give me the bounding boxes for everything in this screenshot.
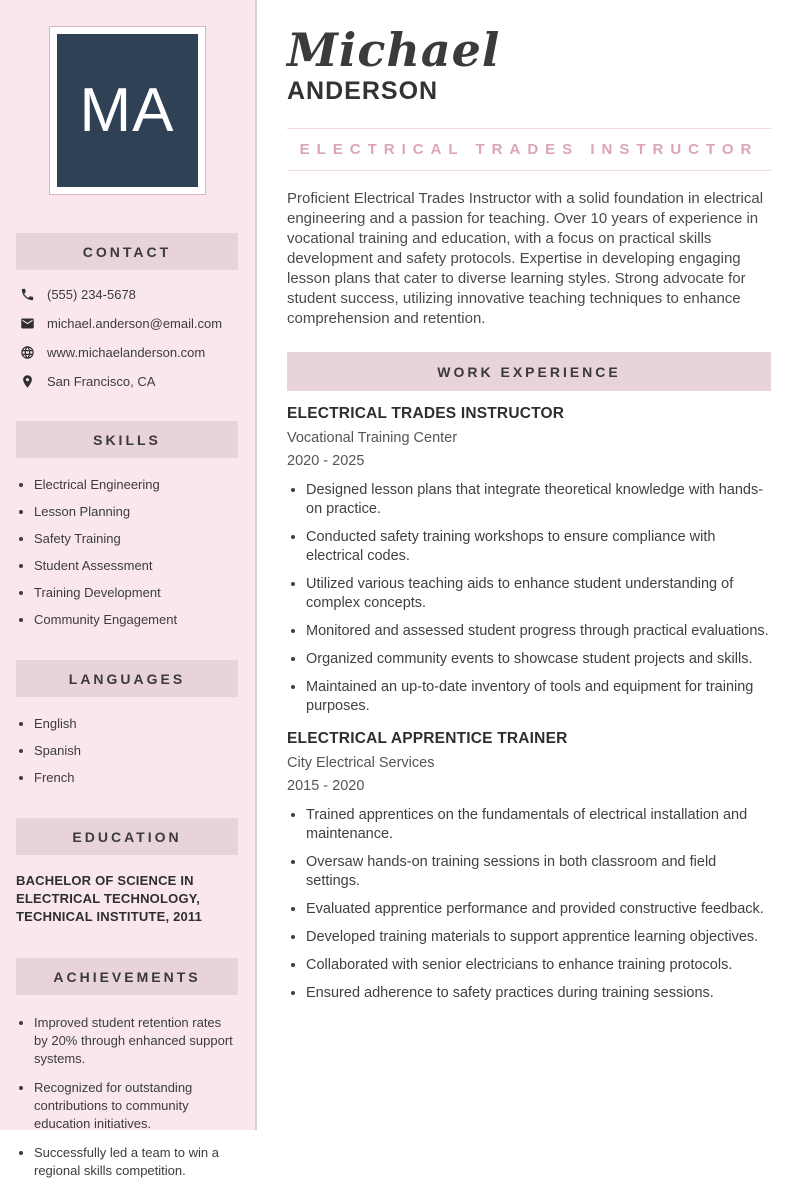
achievement-item: • Recognized for outstanding contributions to community education initiatives. <box>34 1079 238 1133</box>
job-bullet: • Collaborated with senior electricians to enhance training protocols. <box>306 956 771 975</box>
work-experience-header: WORK EXPERIENCE <box>287 352 771 391</box>
languages-section-header: LANGUAGES <box>16 660 238 697</box>
languages-list <box>16 715 238 786</box>
last-name: ANDERSON <box>287 77 439 105</box>
globe-icon <box>20 345 35 360</box>
location-pin-icon <box>20 374 35 389</box>
job-bullet: • Developed training materials to support apprentice learning objectives. <box>306 928 771 947</box>
sidebar <box>0 0 257 1178</box>
job-company: Vocational Training Center <box>287 430 458 446</box>
job-bullet-list <box>287 481 771 716</box>
avatar <box>57 34 198 187</box>
skill-item: • Lesson Planning <box>34 503 238 520</box>
skill-item: • Safety Training <box>34 530 238 547</box>
phone-icon <box>20 287 35 302</box>
contact-website-text: www.michaelanderson.com <box>47 345 206 360</box>
contact-section-header: CONTACT <box>16 233 238 270</box>
job-bullet: • Designed lesson plans that integrate theoretical knowledge with hands-on practice. <box>306 481 771 519</box>
avatar-frame <box>49 26 206 195</box>
job-bullet-list <box>287 806 771 1003</box>
first-name: Michael <box>287 23 501 77</box>
job-dates: 2015 - 2020 <box>287 778 365 794</box>
job-company: City Electrical Services <box>287 755 435 771</box>
job-bullet: • Oversaw hands-on training sessions in both classroom and field settings. <box>306 853 771 891</box>
contact-item-phone <box>20 287 238 302</box>
job-bullet: • Evaluated apprentice performance and provided constructive feedback. <box>306 900 771 919</box>
language-item: • Spanish <box>34 742 238 759</box>
language-item: • French <box>34 769 238 786</box>
job-entry <box>287 730 771 1003</box>
education-section-header: EDUCATION <box>16 818 238 855</box>
contact-item-location <box>20 374 238 389</box>
contact-location-text: San Francisco, CA <box>47 374 156 389</box>
job-bullet: • Monitored and assessed student progress through practical evaluations. <box>306 622 771 641</box>
contact-phone-text: (555) 234-5678 <box>47 287 136 302</box>
job-bullet: • Trained apprentices on the fundamentals of electrical installation and maintenance. <box>306 806 771 844</box>
skills-list <box>16 476 238 628</box>
job-dates: 2020 - 2025 <box>287 453 365 469</box>
email-icon <box>20 316 35 331</box>
skill-item: • Community Engagement <box>34 611 238 628</box>
job-bullet: • Organized community events to showcase student projects and skills. <box>306 650 771 669</box>
divider <box>287 170 771 171</box>
achievements-section-header: ACHIEVEMENTS <box>16 958 238 995</box>
skills-section-header: SKILLS <box>16 421 238 458</box>
achievement-item: • Improved student retention rates by 20% through enhanced support systems. <box>34 1014 238 1068</box>
job-bullet: • Maintained an up-to-date inventory of tools and equipment for training purposes. <box>306 678 771 716</box>
contact-item-website <box>20 345 238 360</box>
job-bullet: • Utilized various teaching aids to enhance student understanding of complex concepts. <box>306 575 771 613</box>
contact-item-email <box>20 316 238 331</box>
contact-email-text: michael.anderson@email.com <box>47 316 223 331</box>
skill-item: • Student Assessment <box>34 557 238 574</box>
professional-summary: Proficient Electrical Trades Instructor with a solid foundation in electrical engineering and a passion for teaching. Over 10 years of experience in vocational training and education, with a focus on practical skills development and safety protocols. Expertise in developing engaging lesson plans that cater to diverse learning styles. Strong advocate for student success, utilizing innovative teaching techniques to enhance comprehension and retention. <box>287 190 764 327</box>
job-bullet: • Conducted safety training workshops to ensure compliance with electrical codes. <box>306 528 771 566</box>
job-entry <box>287 405 771 716</box>
achievements-list <box>16 1014 238 1180</box>
job-bullet: • Ensured adherence to safety practices during training sessions. <box>306 984 771 1003</box>
education-degree: BACHELOR OF SCIENCE IN ELECTRICAL TECHNOLOGY, TECHNICAL INSTITUTE, 2011 <box>16 873 203 924</box>
skill-item: • Electrical Engineering <box>34 476 238 493</box>
role-title: ELECTRICAL TRADES INSTRUCTOR <box>299 141 759 158</box>
achievement-item: • Successfully led a team to win a regional skills competition. <box>34 1144 238 1180</box>
main-content <box>257 0 800 1130</box>
skill-item: • Training Development <box>34 584 238 601</box>
job-title: ELECTRICAL APPRENTICE TRAINER <box>287 730 568 747</box>
avatar-initials: MA <box>79 76 175 145</box>
contact-list <box>20 287 238 389</box>
job-title: ELECTRICAL TRADES INSTRUCTOR <box>287 405 565 422</box>
language-item: • English <box>34 715 238 732</box>
